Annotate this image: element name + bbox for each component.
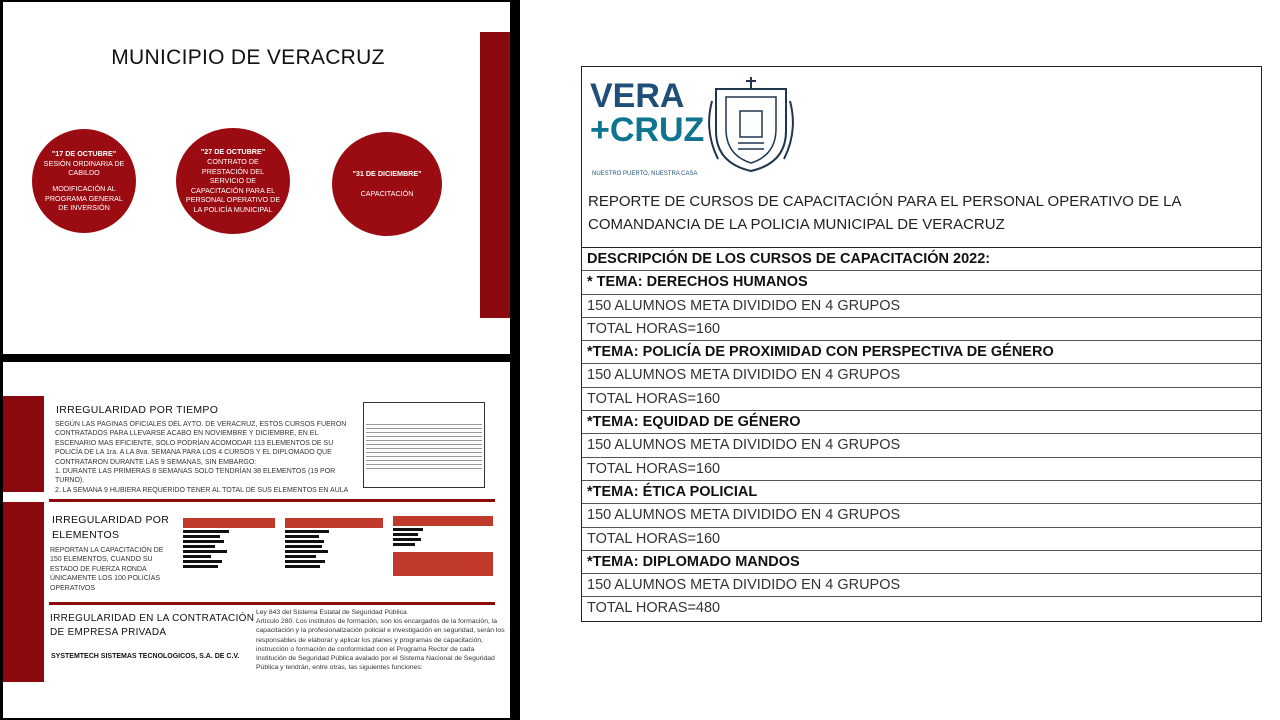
title-line: IRREGULARIDAD EN LA CONTRATACIÓN bbox=[50, 613, 255, 624]
table-row-heading: *TEMA: EQUIDAD DE GÉNERO bbox=[582, 411, 1261, 434]
slide-title: MUNICIPIO DE VERACRUZ bbox=[111, 46, 385, 69]
section-title-contract bbox=[50, 612, 254, 640]
table-row: TOTAL HORAS=160 bbox=[582, 388, 1261, 411]
report-frame bbox=[581, 66, 1262, 622]
table-row: 150 ALUMNOS META DIVIDIDO EN 4 GRUPOS bbox=[582, 504, 1261, 527]
table-row-heading: * TEMA: DERECHOS HUMANOS bbox=[582, 271, 1261, 294]
title-line: DE EMPRESA PRIVADA bbox=[50, 627, 167, 638]
event-date: "27 DE OCTUBRE" bbox=[200, 147, 266, 157]
body-item: 2. LA SEMANA 9 HUBIERA REQUERIDO TENER AL TOTAL DE SUS ELEMENTOS EN AULA bbox=[55, 486, 349, 494]
logo-tagline: NUESTRO PUERTO, NUESTRA CASA bbox=[592, 171, 698, 177]
divider bbox=[49, 499, 495, 502]
document-thumbnail bbox=[363, 402, 485, 488]
title-line: IRREGULARIDAD POR bbox=[52, 514, 170, 526]
course-table bbox=[582, 248, 1261, 621]
table-row-heading: DESCRIPCIÓN DE LOS CURSOS DE CAPACITACIÓN 2022: bbox=[582, 248, 1261, 271]
event-line: CAPACITACIÓN bbox=[360, 189, 414, 198]
report-header bbox=[582, 67, 1261, 248]
event-circle-2 bbox=[176, 128, 290, 234]
veracruz-logo bbox=[588, 71, 800, 179]
table-row: 150 ALUMNOS META DIVIDIDO EN 4 GRUPOS bbox=[582, 434, 1261, 457]
slide-irregularities bbox=[3, 362, 510, 718]
slide-timeline bbox=[3, 2, 510, 354]
accent-bar bbox=[480, 32, 510, 318]
event-circle-3 bbox=[332, 132, 442, 236]
law-title: Ley 843 del Sistema Estatal de Seguridad Pública bbox=[256, 609, 407, 616]
law-body: Artículo 280. Los institutos de formación, son los encargados de la formación, la capacitación y la profesionalización policial e investigación en seguridad, serán los responsables de elaborar y aplicar los planes y programas de capacitación, instrucción o formación de conformidad con el Programa Rector de cada Institución de Seguridad Pública avalado por el Sistema Nacional de Seguridad Pública y tendrán, entre otras, las siguientes funciones: bbox=[256, 618, 505, 672]
body-item: 1. DURANTE LAS PRIMERAS 8 SEMANAS SOLO TENDRÍAN 38 ELEMENTOS (19 POR TURNO). bbox=[55, 468, 336, 485]
section-body-elements: REPORTAN LA CAPACITACIÓN DE 150 ELEMENTOS, CUANDO SU ESTADO DE FUERZA RONDA ÚNICAMENTE LOS 100 POLICÍAS OPERATIVOS bbox=[50, 547, 164, 592]
section-title-time: IRREGULARIDAD POR TIEMPO bbox=[56, 404, 219, 416]
table-row-heading: *TEMA: POLICÍA DE PROXIMIDAD CON PERSPECTIVA DE GÉNERO bbox=[582, 341, 1261, 364]
table-row: TOTAL HORAS=160 bbox=[582, 528, 1261, 551]
title-line: ELEMENTOS bbox=[52, 529, 120, 541]
section-body-time bbox=[55, 420, 355, 495]
table-thumbnail bbox=[183, 518, 275, 592]
table-row-heading: *TEMA: ÉTICA POLICIAL bbox=[582, 481, 1261, 504]
report-title: REPORTE DE CURSOS DE CAPACITACIÓN PARA EL PERSONAL OPERATIVO DE LA COMANDANCIA DE LA POLICIA MUNICIPAL DE VERACRUZ bbox=[588, 193, 1181, 233]
table-row: 150 ALUMNOS META DIVIDIDO EN 4 GRUPOS bbox=[582, 574, 1261, 597]
law-excerpt bbox=[256, 608, 506, 672]
table-thumbnail bbox=[393, 516, 493, 592]
table-row: 150 ALUMNOS META DIVIDIDO EN 4 GRUPOS bbox=[582, 295, 1261, 318]
logo-text-1: VERA bbox=[590, 77, 685, 115]
body-text: SEGÚN LAS PAGINAS OFICIALES DEL AYTO. DE VERACRUZ, ESTOS CURSOS FUERON CONTRATADOS PARA LLEVARSE ACABO EN NOVIEMBRE Y DICIEMBRE, EN EL ESCENARIO MAS EFICIENTE, SOLO PODRÍAN ACOMODAR 113 ELEMENTOS DE SU POLICÍA DE LA 1ra. A LA 8va. SEMANA PARA LOS 4 CURSOS Y EL DIPLOMADO QUE CONTRATARON DURANTE LAS 9 SEMANAS, SIN EMBARGO: bbox=[55, 421, 347, 466]
table-row: TOTAL HORAS=160 bbox=[582, 318, 1261, 341]
accent-bar bbox=[3, 502, 44, 682]
accent-bar bbox=[3, 396, 44, 492]
event-date: "31 DE DICIEMBRE" bbox=[352, 169, 422, 179]
table-row: TOTAL HORAS=160 bbox=[582, 458, 1261, 481]
table-row: TOTAL HORAS=480 bbox=[587, 600, 721, 617]
event-line: SESIÓN ORDINARIA DE CABILDO bbox=[43, 158, 125, 178]
event-line: CONTRATO DE PRESTACIÓN DEL SERVICIO DE CAPACITACIÓN PARA EL PERSONAL OPERATIVO DE LA POLICÍA MUNICIPAL bbox=[185, 157, 281, 214]
event-date: "17 DE OCTUBRE" bbox=[51, 149, 117, 159]
table-row: 150 ALUMNOS META DIVIDIDO EN 4 GRUPOS bbox=[582, 364, 1261, 387]
coat-of-arms-icon bbox=[709, 77, 793, 171]
logo-text-2: +CRUZ bbox=[590, 111, 705, 149]
company-name: SYSTEMTECH SISTEMAS TECNOLOGICOS, S.A. DE C.V. bbox=[51, 653, 240, 660]
report-document bbox=[520, 0, 1280, 720]
table-row-heading: *TEMA: DIPLOMADO MANDOS bbox=[582, 551, 1261, 574]
event-line: MODIFICACIÓN AL PROGRAMA GENERAL DE INVERSIÓN bbox=[45, 184, 123, 213]
table-thumbnail bbox=[285, 518, 383, 592]
event-circle-1 bbox=[32, 129, 136, 233]
divider bbox=[49, 602, 495, 605]
section-title-elements bbox=[52, 513, 169, 543]
